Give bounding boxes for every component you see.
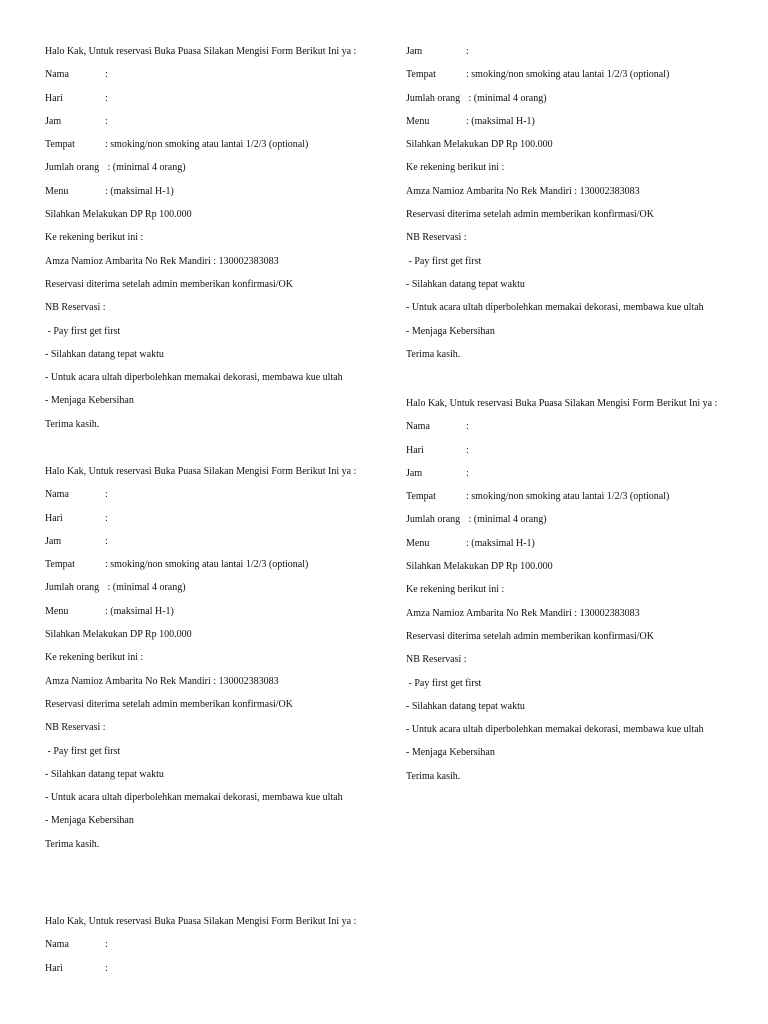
nb-item: - Menjaga Kebersihan [45, 395, 134, 407]
reservation-form-block [45, 44, 356, 440]
nb-item: - Pay first get first [45, 745, 121, 757]
field-label: Menu [406, 537, 430, 549]
nb-title: NB Reservasi : [406, 654, 467, 666]
nb-item: - Pay first get first [45, 325, 121, 337]
field-label: Jumlah orang [45, 582, 100, 594]
konfirmasi-text: Reservasi diterima setelah admin memberikan konfirmasi/OK [45, 278, 293, 290]
field-nama [45, 487, 356, 510]
rekening-intro: Ke rekening berikut ini : [45, 652, 144, 664]
konfirmasi-text: Reservasi diterima setelah admin memberikan konfirmasi/OK [406, 209, 654, 221]
field-value: : (minimal 4 orang) [466, 514, 547, 526]
konfirmasi-text: Reservasi diterima setelah admin memberikan konfirmasi/OK [45, 698, 293, 710]
field-label: Nama [45, 69, 69, 81]
field-label: Tempat [406, 491, 436, 503]
form-heading: Halo Kak, Untuk reservasi Buka Puasa Silakan Mengisi Form Berikut Ini ya : [45, 46, 357, 57]
field-label: Hari [45, 962, 63, 974]
form-heading: Halo Kak, Untuk reservasi Buka Puasa Silakan Mengisi Form Berikut Ini ya : [45, 916, 357, 927]
nb-title: NB Reservasi : [45, 722, 106, 734]
rekening-detail: Amza Namioz Ambarita No Rek Mandiri : 130002383083 [45, 255, 279, 267]
field-value: : smoking/non smoking atau lantai 1/2/3 (optional) [105, 139, 309, 151]
rekening-detail: Amza Namioz Ambarita No Rek Mandiri : 130002383083 [45, 675, 279, 687]
field-value: : [105, 939, 108, 951]
field-jam [45, 534, 356, 557]
field-menu [45, 604, 356, 627]
field-value: : [466, 46, 469, 57]
nb-item: - Pay first get first [406, 677, 482, 689]
field-label: Tempat [45, 559, 75, 571]
field-label: Nama [45, 939, 69, 951]
rekening-detail: Amza Namioz Ambarita No Rek Mandiri : 130002383083 [406, 607, 640, 619]
field-hari [45, 511, 356, 534]
field-tempat [45, 557, 356, 580]
dp-text: Silahkan Melakukan DP Rp 100.000 [45, 209, 192, 221]
field-hari [406, 443, 717, 466]
field-value: : (minimal 4 orang) [105, 162, 186, 174]
nb-item: - Menjaga Kebersihan [45, 815, 134, 827]
field-nama [406, 419, 717, 442]
field-label: Jam [45, 535, 62, 547]
field-label: Nama [45, 489, 69, 501]
field-jam [406, 466, 717, 489]
field-hari [45, 91, 356, 114]
field-value: : smoking/non smoking atau lantai 1/2/3 (optional) [105, 559, 309, 571]
field-label: Jam [406, 467, 423, 479]
field-label: Hari [45, 512, 63, 524]
dp-text: Silahkan Melakukan DP Rp 100.000 [406, 561, 553, 573]
field-value: : (maksimal H-1) [105, 605, 174, 617]
field-label: Menu [45, 605, 69, 617]
field-value: : [105, 69, 108, 81]
field-value: : [105, 92, 108, 104]
field-label: Tempat [406, 69, 436, 81]
rekening-detail: Amza Namioz Ambarita No Rek Mandiri : 130002383083 [406, 185, 640, 197]
field-label: Menu [45, 185, 69, 197]
closing-text: Terima kasih. [45, 838, 100, 850]
nb-item: - Pay first get first [406, 255, 482, 267]
field-menu [45, 184, 356, 207]
field-value: : [105, 512, 108, 524]
nb-item: - Menjaga Kebersihan [406, 747, 495, 759]
field-value: : (maksimal H-1) [466, 537, 535, 549]
nb-item: - Untuk acara ultah diperbolehkan memakai dekorasi, membawa kue ultah [45, 372, 343, 384]
field-tempat [45, 137, 356, 160]
form-heading: Halo Kak, Untuk reservasi Buka Puasa Silakan Mengisi Form Berikut Ini ya : [406, 398, 718, 409]
field-label: Tempat [45, 139, 75, 151]
field-value: : [105, 489, 108, 501]
field-label: Hari [45, 92, 63, 104]
dp-text: Silahkan Melakukan DP Rp 100.000 [45, 629, 192, 641]
nb-item: - Untuk acara ultah diperbolehkan memakai dekorasi, membawa kue ultah [406, 302, 704, 314]
field-label: Hari [406, 444, 424, 456]
field-label: Jam [45, 115, 62, 127]
field-value: : [105, 962, 108, 974]
field-nama [45, 67, 356, 90]
rekening-intro: Ke rekening berikut ini : [45, 232, 144, 244]
reservation-form-block [406, 44, 704, 370]
rekening-intro: Ke rekening berikut ini : [406, 584, 505, 596]
field-value: : (maksimal H-1) [105, 185, 174, 197]
reservation-form-block [45, 914, 356, 984]
field-label: Jumlah orang [45, 162, 100, 174]
field-label: Jam [406, 46, 423, 57]
nb-item: - Untuk acara ultah diperbolehkan memakai dekorasi, membawa kue ultah [406, 724, 704, 736]
nb-item: - Menjaga Kebersihan [406, 325, 495, 337]
field-label: Nama [406, 421, 430, 433]
field-hari [45, 961, 356, 984]
nb-title: NB Reservasi : [406, 232, 467, 244]
closing-text: Terima kasih. [45, 418, 100, 430]
field-label: Menu [406, 115, 430, 127]
field-tempat [406, 489, 717, 512]
nb-item: - Silahkan datang tepat waktu [406, 700, 525, 712]
field-label: Jumlah orang [406, 92, 461, 104]
field-value: : [466, 421, 469, 433]
field-value: : (minimal 4 orang) [466, 92, 547, 104]
field-value: : (minimal 4 orang) [105, 582, 186, 594]
field-value: : [105, 115, 108, 127]
field-value: : [466, 467, 469, 479]
field-menu [406, 114, 704, 137]
form-heading: Halo Kak, Untuk reservasi Buka Puasa Silakan Mengisi Form Berikut Ini ya : [45, 466, 357, 477]
nb-title: NB Reservasi : [45, 302, 106, 314]
field-value: : [105, 535, 108, 547]
reservation-form-block [406, 396, 717, 792]
reservation-form-block [45, 464, 356, 860]
nb-item: - Silahkan datang tepat waktu [406, 278, 525, 290]
dp-text: Silahkan Melakukan DP Rp 100.000 [406, 139, 553, 151]
closing-text: Terima kasih. [406, 348, 461, 360]
field-jam [406, 44, 704, 67]
field-value: : smoking/non smoking atau lantai 1/2/3 (optional) [466, 69, 670, 81]
konfirmasi-text: Reservasi diterima setelah admin memberikan konfirmasi/OK [406, 630, 654, 642]
field-jumlah [406, 91, 704, 114]
rekening-intro: Ke rekening berikut ini : [406, 162, 505, 174]
field-jam [45, 114, 356, 137]
field-jumlah [45, 580, 356, 603]
field-jumlah [45, 160, 356, 183]
field-tempat [406, 67, 704, 90]
field-nama [45, 937, 356, 960]
nb-item: - Untuk acara ultah diperbolehkan memakai dekorasi, membawa kue ultah [45, 792, 343, 804]
field-menu [406, 536, 717, 559]
closing-text: Terima kasih. [406, 770, 461, 782]
nb-item: - Silahkan datang tepat waktu [45, 348, 164, 360]
field-value: : [466, 444, 469, 456]
nb-item: - Silahkan datang tepat waktu [45, 768, 164, 780]
field-jumlah [406, 512, 717, 535]
field-label: Jumlah orang [406, 514, 461, 526]
field-value: : (maksimal H-1) [466, 115, 535, 127]
field-value: : smoking/non smoking atau lantai 1/2/3 (optional) [466, 491, 670, 503]
